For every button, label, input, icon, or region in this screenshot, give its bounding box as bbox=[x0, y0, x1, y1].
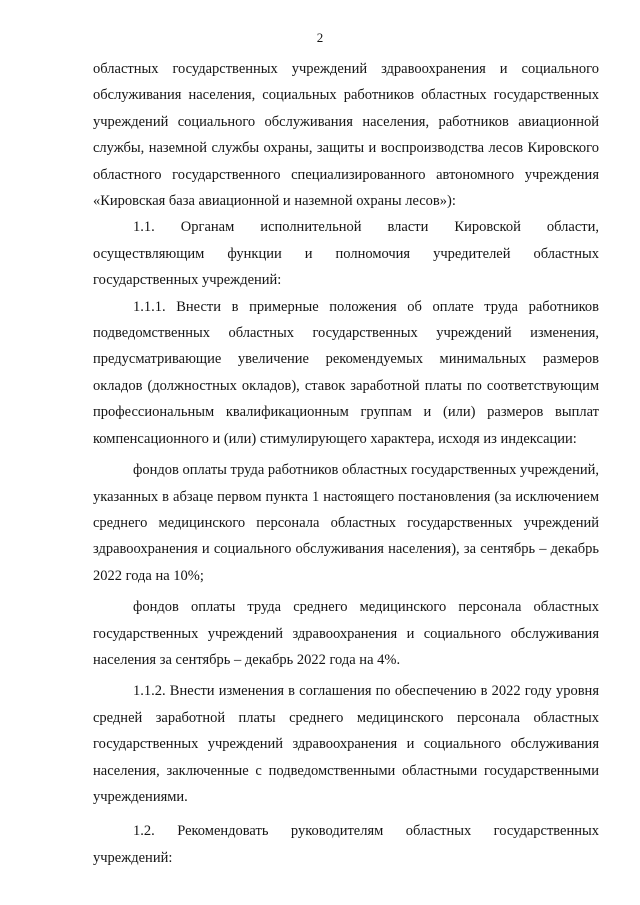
paragraph-1-2: 1.2. Рекомендовать руководителям областных государственных учреждений: bbox=[93, 823, 599, 866]
page-number: 2 bbox=[316, 30, 324, 45]
paragraph-funds-10-percent: фондов оплаты труда работников областных государственных учреждений, указанных в абзаце первом пункта 1 настоящего постановления (за исключением среднего медицинского персонала областных государственных учреждений здравоохранения и социального обслуживания населения), за сентябрь – декабрь 2022 года на 10%; bbox=[93, 462, 599, 584]
paragraph-1-1-1: 1.1.1. Внести в примерные положения об оплате труда работников подведомственных областных государственных учреждений изменения, предусматривающие увеличение рекомендуемых минимальных размеров окладов (должностных окладов), ставок заработной платы по соответствующим профессиональным квалификационным группам и (или) размеров выплат компенсационного и (или) стимулирующего характера, исходя из индексации: bbox=[93, 298, 599, 447]
paragraph-funds-4-percent: фондов оплаты труда среднего медицинского персонала областных государственных учреждений здравоохранения и социального обслуживания населения за сентябрь – декабрь 2022 года на 4%. bbox=[93, 599, 599, 668]
paragraph-continuation: областных государственных учреждений здравоохранения и социального обслуживания населения, социальных работников областных государственных учреждений социального обслуживания населения, работников авиационной службы, наземной службы охраны, защиты и воспроизводства лесов Кировского областного государственного специализированного автономного учреждения «Кировская база авиационной и наземной охраны лесов»): bbox=[93, 61, 599, 210]
document-body bbox=[93, 56, 599, 871]
paragraph-1-1-2: 1.1.2. Внести изменения в соглашения по обеспечению в 2022 году уровня средней заработной платы среднего медицинского персонала областных государственных учреждений здравоохранения и социального обслуживания населения, заключенные с подведомственными областными государственными учреждениями. bbox=[93, 683, 599, 805]
paragraph-1-1: 1.1. Органам исполнительной власти Кировской области, осуществляющим функции и полномочия учредителей областных государственных учреждений: bbox=[93, 219, 599, 289]
